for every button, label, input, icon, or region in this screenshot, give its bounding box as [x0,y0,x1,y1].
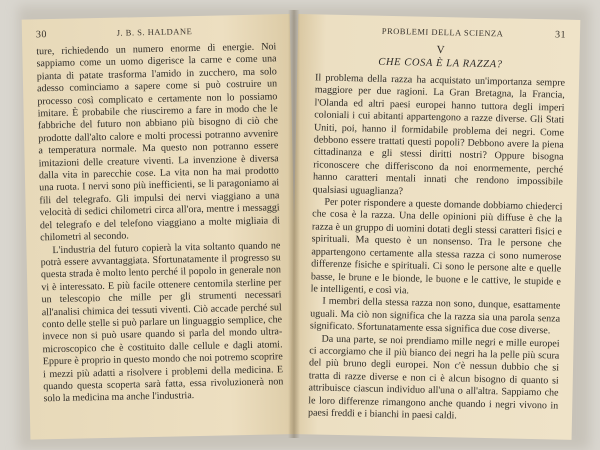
chapter-title: CHE COSA È LA RAZZA? [378,56,503,71]
left-page [22,14,299,440]
right-paragraph: Per poter rispondere a queste domande dobbiamo chiederci che cosa è la razza. Una delle opinioni più diffuse è che la razza è un gruppo di uomini dotati degli stessi caratteri fisici e spirituali. Ma questo è un nonsenso. Tra le persone che appartengono certamente alla stessa razza ci sono numerose differenze fisiche e spirituali. Ci sono le persone alte e quelle basse, le brune e le bionde, le buone e le cattive, le stupide e le intelligenti, e così via. [310,196,563,297]
right-paragraph: I membri della stessa razza non sono, dunque, esattamente uguali. Ma ciò non significa che la razza sia una parola senza significato. Sfortunatamente essa significa due cose diverse. [309,295,561,337]
left-paragraph: ture, richiedendo un numero enorme di energie. Noi sappiamo come un uomo digerisce la carne e come una pianta di patate trasforma l'amido in zucchero, ma solo adesso cominciamo a sapere come si può costruire un processo così complicato e certamente non lo possiamo imitare. È probabile che riusciremo a fare in modo che le fabbriche del futuro non abbiano più bisogno di ciò che prodotte dall'alto calore e molti processi potranno avvenire a temperatura normale. Ma questo non potranno essere imitazioni delle creature viventi. La invenzione è diversa dalla vita in parecchie cose. La vita non ha mai prodotto una ruota. I nervi sono più inefficienti, se li paragoniamo ai fili del telegrafo. Gli impulsi dei nervi viaggiano a una velocità di sedici chilometri circa all'ora, mentre i messaggi del telegrafo e del telefono viaggiano a molte migliaia di chilometri al secondo. [36,41,281,244]
right-running-title: PROBLEMI DELLA SCIENZA [381,25,504,39]
right-page [290,14,581,440]
right-page-number: 31 [554,29,567,41]
chapter-number: V [436,43,445,57]
left-running-head [36,24,276,40]
left-page-number: 30 [35,29,48,41]
left-paragraph: L'industria del futuro copierà la vita soltanto quando ne potrà essere avvantaggiata. Sfortunatamente il progresso su questa strada è molto lento perché il popolo in generale non vi è interessato. E più facile ottenere centomila sterline per un telescopio che mille per gli strumenti necessari all'analisi chimica dei tessuti viventi. Ciò accade perché sul conto delle stelle si può parlare un linguaggio semplice, che invece non si può usare quando si parla del mondo ultra-microscopico che è costituito dalle cellule e dagli atomi. Eppure è proprio in questo mondo che noi potremo scoprire i mezzi più adatti a risolvere i problemi della medicina. E quando questa scoperta sarà fatta, essa rivoluzionerà non solo la medicina ma anche l'industria. [40,239,284,405]
book-gutter [288,10,300,438]
right-paragraph: Da una parte, se noi prendiamo mille negri e mille europei ci accorgiamo che il più bianco dei negri ha la pelle più scura del più bruno degli europei. Non c'è nessun dubbio che si tratta di razze diverse e non ci è alcun bisogno di quanto si attribuisce ciascun individuo all'una o all'altra. Sappiamo che le loro differenze rimangono anche quando i negri vivono in paesi freddi e i bianchi in paesi caldi. [307,333,560,422]
right-running-head [316,24,566,40]
right-paragraph: Il problema della razza ha acquistato un'importanza sempre maggiore per due ragioni. La Gran Bretagna, la Francia, l'Olanda ed altri paesi europei hanno tuttora degli imperi coloniali i cui abitanti appartengono a razze diverse. Gli Stati Uniti, poi, hanno il formidabile problema dei negri. Come debbono essere trattati questi popoli? Debbono avere la piena cittadinanza e gli stessi diritti nostri? Oppure bisogna riconoscere che differiscono da noi enormemente, perché hanno caratteri mentali innati che rendono impossibile qualsiasi uguaglianza? [312,72,566,197]
left-running-title: J. B. S. HALDANE [116,26,193,38]
